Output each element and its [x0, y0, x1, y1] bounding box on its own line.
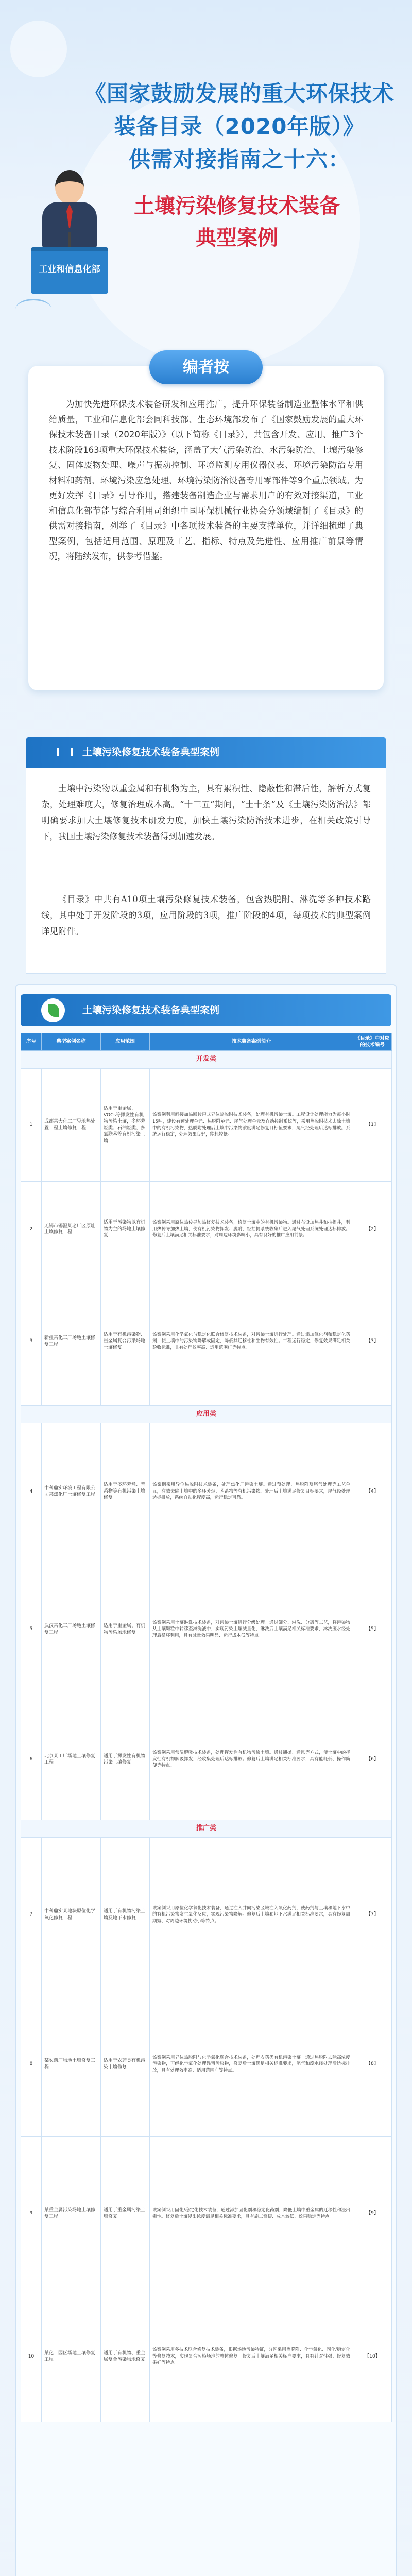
- case-name: 北京某工厂场地土壤修复工程: [42, 1699, 101, 1820]
- section-1-heading: [26, 737, 386, 768]
- case-description: 该案例采用异位热脱附与化学氧化联合技术装备，处理农药类有机污染土壤。通过热脱附去除高浓度污染物，再经化学氧化处理残留污染物，修复后土壤满足相关标准要求，尾气和废水经处理后达标排放，具有处理效率高、适用范围广等特点。: [150, 1992, 353, 2137]
- category-row: [21, 1406, 392, 1423]
- case-name: 成都某大化工厂异地热处置工程土壤修复工程: [42, 1069, 101, 1182]
- column-header: 典型案例名称: [42, 1033, 101, 1051]
- header: [0, 0, 412, 361]
- case-number: 3: [21, 1277, 42, 1406]
- podium-label: 工业和信息化部: [39, 264, 100, 275]
- case-ref: 【7】: [353, 1838, 392, 1992]
- subtitle-line-1: 土壤污染修复技术装备: [134, 194, 340, 218]
- case-scope: 适用于多环芳烃、苯系物等有机污染土壤修复: [101, 1423, 150, 1560]
- title-line-3: 供需对接指南之十六：: [128, 147, 350, 172]
- case-number: 7: [21, 1838, 42, 1992]
- case-scope: 适用于污染物以有机物为主的场地土壤修复: [101, 1182, 150, 1277]
- case-ref: 【1】: [353, 1069, 392, 1182]
- case-ref: 【2】: [353, 1182, 392, 1277]
- column-header: 技术装备案例简介: [150, 1033, 353, 1051]
- title-line-2: 装备目录（2020年版）》: [114, 114, 365, 139]
- case-name: 新疆某化工厂场地土壤修复工程: [42, 1277, 101, 1406]
- table-row: [21, 1182, 392, 1277]
- case-name: 无锡市锡澄某老厂区原址土壤修复工程: [42, 1182, 101, 1277]
- table-row: [21, 1699, 392, 1820]
- column-header: 应用范围: [101, 1033, 150, 1051]
- case-ref: 【6】: [353, 1699, 392, 1820]
- case-scope: 适用于挥发性有机物污染土壤修复: [101, 1699, 150, 1820]
- case-description: 该案例利用间接加热回转窑式异位热脱附技术装备，处理有机污染土壤。工程设计处理能力为每小时15吨，建设有预处理单元、热脱附单元、尾气处理单元及自动控制系统等，采用热脱附技术去除土壤中的有机污染物，热脱附处理后土壤中污染物浓度满足修复目标值要求，尾气经处理后达标排放。系统运行稳定，处理效果良好，能耗较低。: [150, 1069, 353, 1182]
- case-name: 某化工园区场地土壤修复工程: [42, 2291, 101, 2422]
- section-2-heading: [21, 994, 391, 1026]
- case-number: 1: [21, 1069, 42, 1182]
- category-label: 应用类: [21, 1406, 392, 1423]
- editor-note-text: 为加快先进环保技术装备研发和应用推广，提升环保装备制造业整体水平和供给质量，工业和信息化部会同科技部、生态环境部发布了《国家鼓励发展的重大环保技术装备目录（2020年版）》（以下简称《目录》），共包含开发、应用、推广3个技术阶段163项重大环保技术装备，涵盖了大气污染防治、水污染防治、土壤污染修复、固体废物处理、噪声与振动控制、环境监测专用仪器仪表、环境污染防治专用材料和药剂、环境污染应急处理、环境污染防治设备专用零部件等9个重点领域。为更好发挥《目录》引导作用，搭建装备制造企业与需求用户的有效对接渠道，工业和信息化部节能与综合利用司组织中国环保机械行业协会分领域编制了《目录》的供需对接指南，列举了《目录》中各项技术装备的主要支撑单位，并详细梳理了典型案例，包括适用范围、原理及工艺、指标、特点及先进性、应用推广前景等情况，将陆续发布，供参考借鉴。: [49, 399, 363, 561]
- table-row: [21, 2137, 392, 2291]
- category-label: 推广类: [21, 1820, 392, 1838]
- speaker-head: [55, 170, 84, 204]
- case-name: 某重金属污染场地土壤修复工程: [42, 2137, 101, 2291]
- case-number: 9: [21, 2137, 42, 2291]
- decorative-arc: [15, 299, 52, 319]
- case-name: 中科鼎实某地块原位化学氧化修复工程: [42, 1838, 101, 1992]
- case-description: 该案例采用化学氧化与稳定化联合修复技术装备，对污染土壤进行处理。通过添加氧化剂和稳定化药剂，使土壤中的污染物降解或固定，降低其迁移性和生物有效性。工程运行稳定，修复效果满足相关验收标准，具有处理效率高、适用范围广等特点。: [150, 1277, 353, 1406]
- case-number: 5: [21, 1560, 42, 1699]
- heading-bar-icon: [57, 748, 73, 756]
- table-row: [21, 1838, 392, 1992]
- case-name: 中科鼎实环境工程有限公司某焦化厂土壤修复工程: [42, 1423, 101, 1560]
- background-circle-small: [10, 21, 67, 77]
- subtitle-line-2: 典型案例: [196, 226, 278, 250]
- case-ref: 【8】: [353, 1992, 392, 2137]
- case-description: 该案例采用土壤淋洗技术装备，对污染土壤进行分级处理。通过筛分、淋洗、分离等工艺，将污染物从土壤颗粒中转移至淋洗液中，实现污染土壤减量化，淋洗后土壤满足相关标准要求，淋洗废水经处理后循环利用，具有减量效果明显、运行成本低等特点。: [150, 1560, 353, 1699]
- case-scope: 适用于重金属、VOCs等挥发性有机物污染土壤，多环芳烃类、石油烃类、多氯联苯等有机污染土壤: [101, 1069, 150, 1182]
- case-description: 该案例采用原位热传导加热修复技术装备，修复土壤中的有机污染物。通过布设加热井和抽提井，利用热传导加热土壤，使有机污染物挥发、脱附，经抽提系统收集后进入尾气处理系统处理达标排放。修复后土壤满足相关标准要求，对周边环境影响小，具有良好的推广应用前景。: [150, 1182, 353, 1277]
- case-number: 2: [21, 1182, 42, 1277]
- case-scope: 适用于有机污染物、重金属复合污染场地土壤修复: [101, 1277, 150, 1406]
- case-ref: 【9】: [353, 2137, 392, 2291]
- case-description: 该案例采用异位热脱附技术装备，处理焦化厂污染土壤。通过预处理、热脱附及尾气处理等工艺单元，有效去除土壤中的多环芳烃、苯系物等有机污染物。处理后土壤满足修复目标要求，尾气经处理达标排放，系统自动化程度高，运行稳定可靠。: [150, 1423, 353, 1560]
- table-row: [21, 1560, 392, 1699]
- case-description: 该案例采用多技术联合修复技术装备，根据场地污染特征，分区采用热脱附、化学氧化、固化/稳定化等修复技术，实现复合污染场地的整体修复。修复后土壤满足相关标准要求，具有针对性强、修复效果好等特点。: [150, 2291, 353, 2422]
- category-label: 开发类: [21, 1051, 392, 1069]
- case-scope: 适用于有机物污染土壤及地下水修复: [101, 1838, 150, 1992]
- section-1-paragraph-1: 土壤中污染物以重金属和有机物为主，具有累积性、隐蔽性和滞后性，解析方式复杂，处理难度大，修复治理成本高。“十三五”期间，“土十条”及《土壤污染防治法》都明确要求加大土壤修复技术研发力度，加快土壤污染防治技术进步，在相关政策引导下，我国土壤污染修复技术装备得到加速发展。: [41, 784, 371, 841]
- case-description: 该案例采用原位化学氧化技术装备，通过注入井向污染区域注入氧化药剂，使药剂与土壤和地下水中的有机污染物发生氧化反应，实现污染物降解。修复后土壤和地下水满足相关标准要求，具有修复周期短、对周边环境扰动小等特点。: [150, 1838, 353, 1992]
- table-row: [21, 1423, 392, 1560]
- case-scope: 适用于重金属污染土壤修复: [101, 2137, 150, 2291]
- case-number: 6: [21, 1699, 42, 1820]
- category-row: [21, 1820, 392, 1838]
- case-ref: 【10】: [353, 2291, 392, 2422]
- case-name: 武汉某化工厂场地土壤修复工程: [42, 1560, 101, 1699]
- case-number: 8: [21, 1992, 42, 2137]
- section-2-heading-text: 土壤污染修复技术装备典型案例: [82, 1005, 220, 1016]
- case-scope: 适用于农药类有机污染土壤修复: [101, 1992, 150, 2137]
- case-scope: 适用于重金属、有机物污染场地修复: [101, 1560, 150, 1699]
- table-row: [21, 2291, 392, 2422]
- editor-note-badge: 编者按: [149, 350, 263, 384]
- title-line-1: 《国家鼓励发展的重大环保技术: [84, 81, 394, 106]
- case-number: 4: [21, 1423, 42, 1560]
- column-header: 《目录》中对应的技术编号: [353, 1033, 392, 1051]
- case-number: 10: [21, 2291, 42, 2422]
- case-name: 某农药厂场地土壤修复工程: [42, 1992, 101, 2137]
- case-scope: 适用于有机物、重金属复合污染场地修复: [101, 2291, 150, 2422]
- table-row: [21, 1277, 392, 1406]
- column-header: 序号: [21, 1033, 42, 1051]
- case-ref: 【3】: [353, 1277, 392, 1406]
- table-row: [21, 1992, 392, 2137]
- table-row: [21, 1069, 392, 1182]
- section-1-heading-text: 土壤污染修复技术装备典型案例: [82, 747, 220, 758]
- speaker-illustration: [31, 170, 108, 294]
- table-header-row: [21, 1033, 392, 1051]
- case-description: 该案例采用常温解吸技术装备，处理挥发性有机物污染土壤。通过翻抛、通风等方式，使土壤中的挥发性有机物解吸挥发，经收集处理后达标排放。修复后土壤满足相关标准要求，具有能耗低、操作简便等特点。: [150, 1699, 353, 1820]
- case-ref: 【5】: [353, 1560, 392, 1699]
- case-ref: 【4】: [353, 1423, 392, 1560]
- cases-table: [21, 1033, 392, 2422]
- section-1-paragraph-2: 《目录》中共有A10项土壤污染修复技术装备，包含热脱附、淋洗等多种技术路线，其中处于开发阶段的3项，应用阶段的3项，推广阶段的4项，每项技术的典型案例详见附件。: [41, 894, 371, 936]
- category-row: [21, 1051, 392, 1069]
- case-description: 该案例采用固化/稳定化技术装备，通过添加固化剂和稳定化药剂，降低土壤中重金属的迁移性和浸出毒性。修复后土壤浸出浓度满足相关标准要求，具有施工简便、成本较低、效果稳定等特点。: [150, 2137, 353, 2291]
